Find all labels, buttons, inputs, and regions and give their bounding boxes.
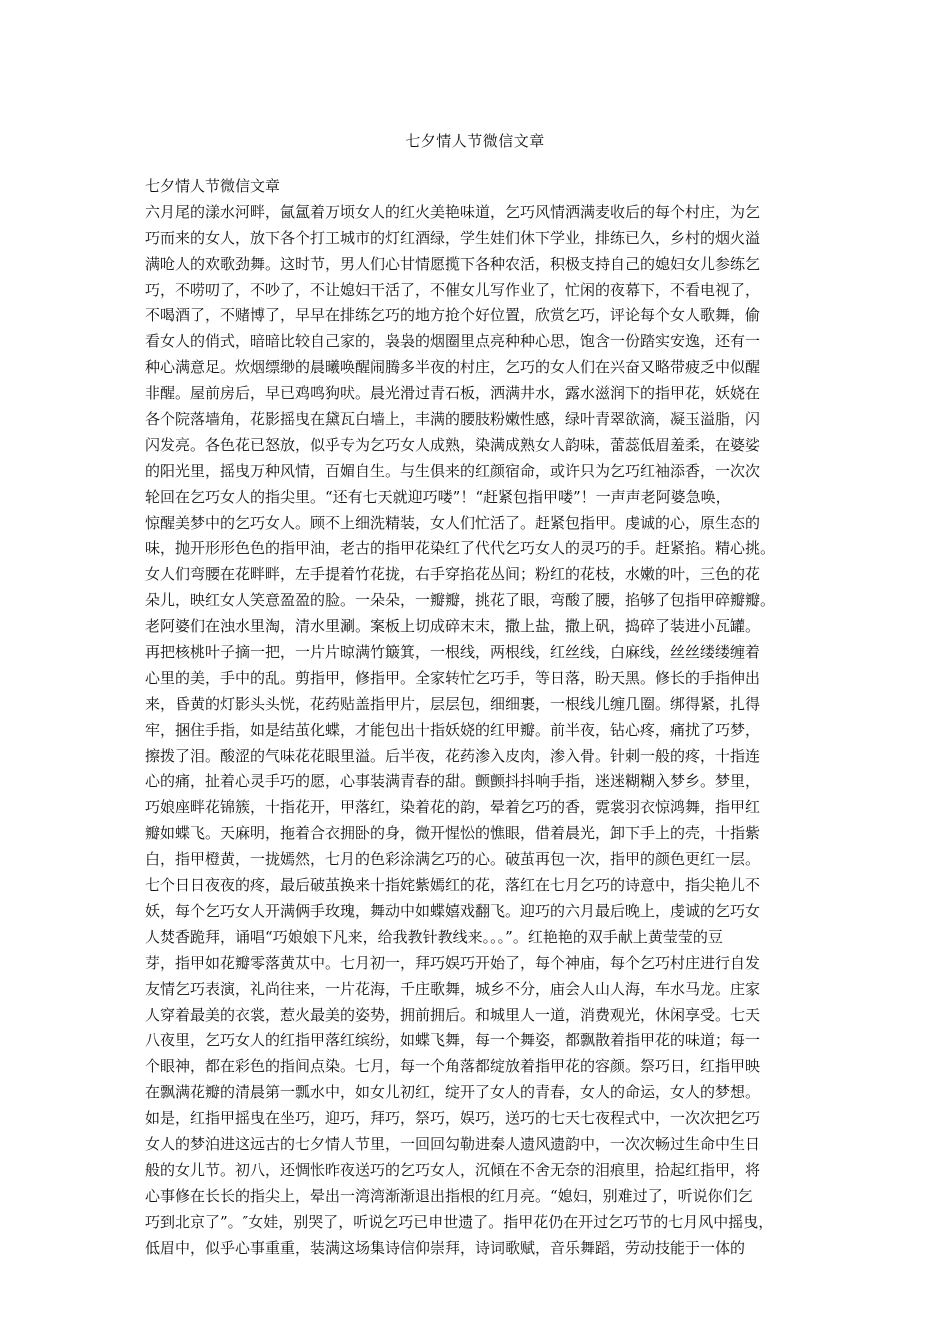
body-text-line: 六月尾的漾水河畔，氤氲着万顷女人的红火美艳味道，乞巧风情洒满麦收后的每个村庄，为乞	[145, 202, 761, 221]
body-text-line: 心事修在长长的指尖上，晕出一湾湾渐渐退出指根的红月亮。“媳妇，别难过了，听说你们乞	[145, 1186, 753, 1205]
body-text-line: 人穿着最美的衣裳，惹火最美的姿势，拥前拥后。和城里人一道，消费观光，休闲享受。七天	[145, 1005, 761, 1024]
body-text-line: 种心满意足。炊烟缥缈的晨曦唤醒闹腾多半夜的村庄，乞巧的女人们在兴奋又略带疲乏中似醒	[145, 358, 761, 377]
body-text-line: 女人的梦泊进这远古的七夕情人节里，一回回勾勒进秦人遗风遗韵中，一次次畅过生命中生日	[145, 1134, 761, 1153]
body-text-line: 巧，不唠叨了，不吵了，不让媳妇干活了，不催女儿写作业了，忙闲的夜幕下，不看电视了，	[145, 280, 761, 299]
body-text-line: 低眉中，似乎心事重重，装满这场集诗信仰崇拜，诗词歌赋，音乐舞蹈，劳动技能于一体的	[145, 1238, 746, 1257]
body-text-line: 牢，捆住手指，如是结茧化蝶，才能包出十指妖娆的红甲瓣。前半夜，钻心疼，痛扰了巧梦，	[145, 720, 761, 739]
body-text-line: 巧而来的女人，放下各个打工城市的灯红酒绿，学生娃们休下学业，排练已久，乡村的烟火溢	[145, 228, 761, 247]
document-body	[145, 174, 815, 1261]
body-text-line: 心里的美，手中的乱。剪指甲，修指甲。全家转忙乞巧手，等日落，盼天黑。修长的手指伸出	[145, 668, 761, 687]
body-text-line: 再把核桃叶子摘一把，一片片晾满竹簸箕，一根线，两根线，红丝线，白麻线，丝丝缕缕缠着	[145, 643, 761, 662]
body-text-line: 各个院落墙角，花影摇曳在黛瓦白墙上，丰满的腰肢粉嫩性感，绿叶青翠欲滴，凝玉溢脂，闪	[145, 410, 761, 429]
body-text-line: 巧娘座畔花锦簇，十指花开，甲落红，染着花的韵，晕着乞巧的香，霓裳羽衣惊鸿舞，指甲红	[145, 798, 761, 817]
body-text-line: 如是，红指甲摇曳在坐巧，迎巧，拜巧，祭巧，娱巧，送巧的七天七夜程式中，一次次把乞巧	[145, 1109, 761, 1128]
section-heading: 七夕情人节微信文章	[145, 177, 281, 195]
body-text-line: 看女人的俏式，暗暗比较自己家的，袅袅的烟圈里点亮种种心思，饱含一份踏实安逸，还有一	[145, 332, 761, 351]
body-text-line: 八夜里，乞巧女人的红指甲落红缤纷，如蝶飞舞，每一个舞姿，都飘散着指甲花的味道；每一	[145, 1031, 761, 1050]
body-text-line: 人焚香跪拜，诵唱“巧娘娘下凡来，给我教针教线来。。。”。红艳艳的双手献上黄莹莹的豆	[145, 927, 723, 946]
body-text-line: 友情乞巧表演，礼尚往来，一片花海，千庄歌舞，城乡不分，庙会人山人海，车水马龙。庄家	[145, 979, 761, 998]
body-text-line: 惊醒美梦中的乞巧女人。顾不上细洗精装，女人们忙活了。赶紧包指甲。虔诚的心，原生态的	[145, 513, 761, 532]
body-text-line: 的阳光里，摇曳万种风情，百媚自生。与生俱来的红颜宿命，或许只为乞巧红袖添香，一次次	[145, 461, 761, 480]
body-text-line: 闪发亮。各色花已怒放，似乎专为乞巧女人成熟，染满成熟女人韵味，蕾蕊低眉羞柔，在婆娑	[145, 435, 761, 454]
body-text-line: 满呛人的欢歌劲舞。这时节，男人们心甘情愿揽下各种农活，积极支持自己的媳妇女儿参练乞	[145, 254, 761, 273]
body-text-line: 不喝酒了，不赌博了，早早在排练乞巧的地方抢个好位置，欣赏乞巧，评论每个女人歌舞，偷	[145, 306, 761, 325]
body-text-line: 个眼神，都在彩色的指间点染。七月，每一个角落都绽放着指甲花的容颜。祭巧日，红指甲映	[145, 1057, 761, 1076]
body-text-line: 七个日日夜夜的疼，最后破茧换来十指姹紫嫣红的花，落红在七月乞巧的诗意中，指尖艳儿不	[145, 876, 761, 895]
body-text-line: 朵儿，映红女人笑意盈盈的脸。一朵朵，一瓣瓣，挑花了眼，弯酸了腰，掐够了包指甲碎瓣瓣。	[145, 591, 776, 610]
body-text-line: 来，昏黄的灯影头头恍，花药贴盖指甲片，层层包，细细裹，一根线儿缠几圈。绑得紧，扎得	[145, 694, 761, 713]
body-text-line: 白，指甲橙黄，一拢嫣然，七月的色彩涂满乞巧的心。破茧再包一次，指甲的颜色更红一层。	[145, 850, 761, 869]
body-text-line: 老阿婆们在浊水里淘，清水里涮。案板上切成碎末末，撒上盐，撒上矾，捣碎了装进小瓦罐。	[145, 617, 761, 636]
body-text-line: 味，抛开形形色色的指甲油，老古的指甲花染红了代代乞巧女人的灵巧的手。赶紧掐。精心挑。	[145, 539, 776, 558]
body-text-line: 芽，指甲如花瓣零落黄苁中。七月初一，拜巧娱巧开始了，每个神庙，每个乞巧村庄进行自发	[145, 953, 761, 972]
body-text-line: 瓣如蝶飞。天麻明，拖着合衣拥卧的身，微开惺忪的憔眼，借着晨光，卸下手上的壳，十指紫	[145, 824, 761, 843]
body-text-line: 轮回在乞巧女人的指尖里。“还有七天就迎巧喽”！“赶紧包指甲喽”！一声声老阿婆急唤，	[145, 487, 731, 506]
body-text-line: 女人们弯腰在花畔畔，左手提着竹花拢，右手穿掐花丛间；粉红的花枝，水嫩的叶，三色的花	[145, 565, 761, 584]
body-text-line: 妖，每个乞巧女人开满俩手玫瑰，舞动中如蝶嬉戏翻飞。迎巧的六月最后晚上，虔诚的乞巧女	[145, 901, 761, 920]
document-title: 七夕情人节微信文章	[405, 132, 545, 150]
body-text-line: 般的女儿节。初八，还惆怅昨夜送巧的乞巧女人，沉傾在不舍无奈的泪痕里，拾起红指甲，将	[145, 1160, 761, 1179]
body-text-line: 巧到北京了”。″女娃，别哭了，听说乞巧已申世遗了。指甲花仍在开过乞巧节的七月风中摇曳，	[145, 1212, 774, 1231]
body-text-line: 心的痛，扯着心灵手巧的愿，心事装满青春的甜。颤颤抖抖响手指，迷迷糊糊入梦乡。梦里，	[145, 772, 761, 791]
body-text-line: 在飘满花瓣的清晨第一瓢水中，如女儿初红，绽开了女人的青春，女人的命运，女人的梦想。	[145, 1083, 761, 1102]
body-text-line: 擦拨了泪。酸涩的气味花花眼里溢。后半夜，花药渗入皮肉，渗入骨。针刺一般的疼，十指连	[145, 746, 761, 765]
body-text-line: 非醒。屋前房后，早已鸡鸣狗吠。晨光滑过青石板，洒满井水，露水滋润下的指甲花，妖娆在	[145, 384, 761, 403]
